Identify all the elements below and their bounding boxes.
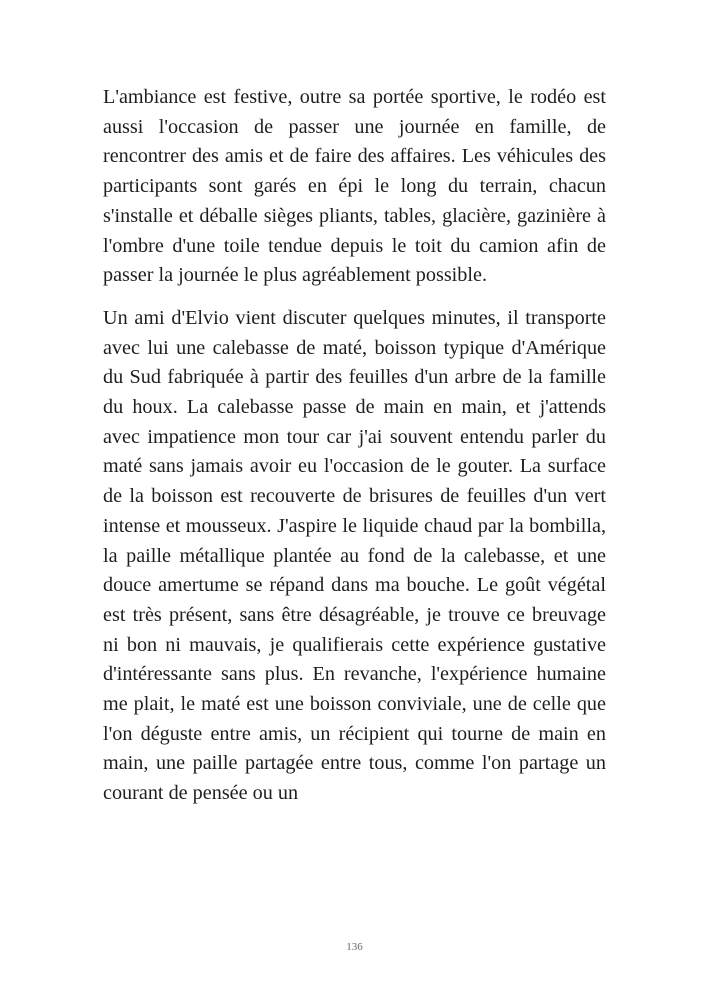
- paragraph-mate-tasting: Un ami d'Elvio vient discuter quelques minutes, il transporte avec lui une calebasse de maté, boisson typique d'Amérique du Sud fabriquée à partir des feuilles d'un arbre de la famille du houx. La calebasse passe de main en main, et j'attends avec impatience mon tour car j'ai souvent entendu parler du maté sans jamais avoir eu l'occasion de le gouter. La surface de la boisson est recouverte de brisures de feuilles d'un vert intense et mousseux. J'aspire le liquide chaud par la bombilla, la paille métallique plantée au fond de la calebasse, et une douce amertume se répand dans ma bouche. Le goût végétal est très présent, sans être désagréable, je trouve ce breuvage ni bon ni mauvais, je qualifierais cette expérience gustative d'intéressante sans plus. En revanche, l'expérience humaine me plait, le maté est une boisson conviviale, une de celle que l'on déguste entre amis, un récipient qui tourne de main en main, une paille partagée entre tous, comme l'on partage un courant de pensée ou un: [103, 306, 606, 805]
- page-number: 136: [346, 941, 363, 953]
- paragraph-rodeo-ambiance: L'ambiance est festive, outre sa portée sportive, le rodéo est aussi l'occasion de passer une journée en famille, de rencontrer des amis et de faire des affaires. Les véhicules des participants sont garés en épi le long du terrain, chacun s'installe et déballe sièges pliants, tables, glacière, gazinière à l'ombre d'une toile tendue depuis le toit du camion afin de passer la journée le plus agréablement possible.: [103, 86, 606, 287]
- body-text: [103, 83, 606, 809]
